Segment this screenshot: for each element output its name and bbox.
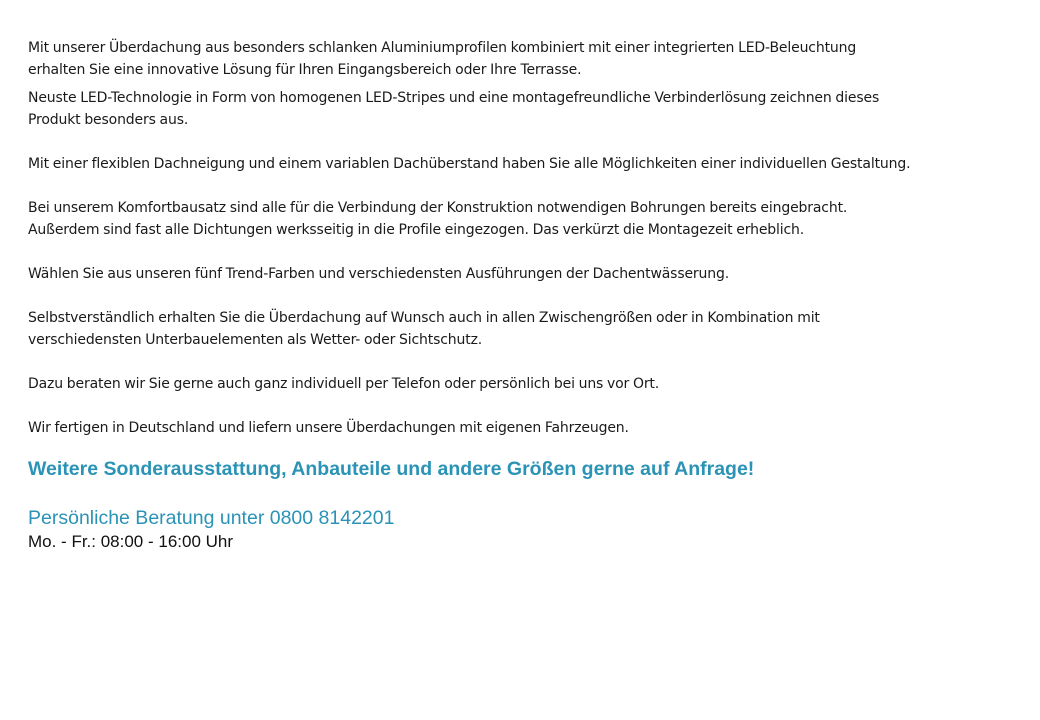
special-equipment-notice: Weitere Sonderausstattung, Anbauteile und andere Größen gerne auf Anfrage! <box>28 458 755 480</box>
paragraph-led-intro <box>28 37 1028 81</box>
spacer <box>28 285 1028 307</box>
paragraph-led-technology <box>28 87 1028 131</box>
text-line: Wir fertigen in Deutschland und liefern unsere Überdachungen mit eigenen Fahrzeugen. <box>28 420 629 436</box>
spacer <box>28 241 1028 263</box>
text-line: erhalten Sie eine innovative Lösung für Ihren Eingangsbereich oder Ihre Terrasse. <box>28 62 582 78</box>
text-line: Bei unserem Komfortbausatz sind alle für die Verbindung der Konstruktion notwendigen Bohrungen bereits eingebracht. <box>28 200 848 216</box>
paragraph-custom-sizes <box>28 307 1028 351</box>
text-line: Neuste LED-Technologie in Form von homogenen LED-Stripes und eine montagefreundliche Verbinderlösung zeichnen dieses <box>28 90 880 106</box>
text-line: Selbstverständlich erhalten Sie die Überdachung auf Wunsch auch in allen Zwischengrößen oder in Kombination mit <box>28 310 820 326</box>
text-line: Wählen Sie aus unseren fünf Trend-Farben und verschiedensten Ausführungen der Dachentwässerung. <box>28 266 730 282</box>
text-line: Dazu beraten wir Sie gerne auch ganz individuell per Telefon oder persönlich bei uns vor Ort. <box>28 376 660 392</box>
text-line: Außerdem sind fast alle Dichtungen werksseitig in die Profile eingezogen. Das verkürzt die Montagezeit erheblich. <box>28 222 805 238</box>
paragraph-roof-pitch <box>28 153 1028 175</box>
spacer <box>28 483 1028 505</box>
spacer <box>28 439 1028 455</box>
text-line: verschiedensten Unterbauelementen als Wetter- oder Sichtschutz. <box>28 332 483 348</box>
product-description <box>28 37 1028 553</box>
text-line: Mit unserer Überdachung aus besonders schlanken Aluminiumprofilen kombiniert mit einer integrierten LED-Beleuchtung <box>28 40 857 56</box>
text-line: Mit einer flexiblen Dachneigung und einem variablen Dachüberstand haben Sie alle Möglichkeiten einer individuellen Gestaltung. <box>28 156 911 172</box>
paragraph-made-in-germany <box>28 417 1028 439</box>
text-line: Produkt besonders aus. <box>28 112 189 128</box>
paragraph-comfort-kit <box>28 197 1028 241</box>
phone-consultation-line: Persönliche Beratung unter 0800 8142201 <box>28 507 395 529</box>
spacer <box>28 175 1028 197</box>
spacer <box>28 395 1028 417</box>
paragraph-consultation <box>28 373 1028 395</box>
business-hours: Mo. - Fr.: 08:00 - 16:00 Uhr <box>28 532 234 551</box>
spacer <box>28 131 1028 153</box>
paragraph-colors <box>28 263 1028 285</box>
spacer <box>28 351 1028 373</box>
